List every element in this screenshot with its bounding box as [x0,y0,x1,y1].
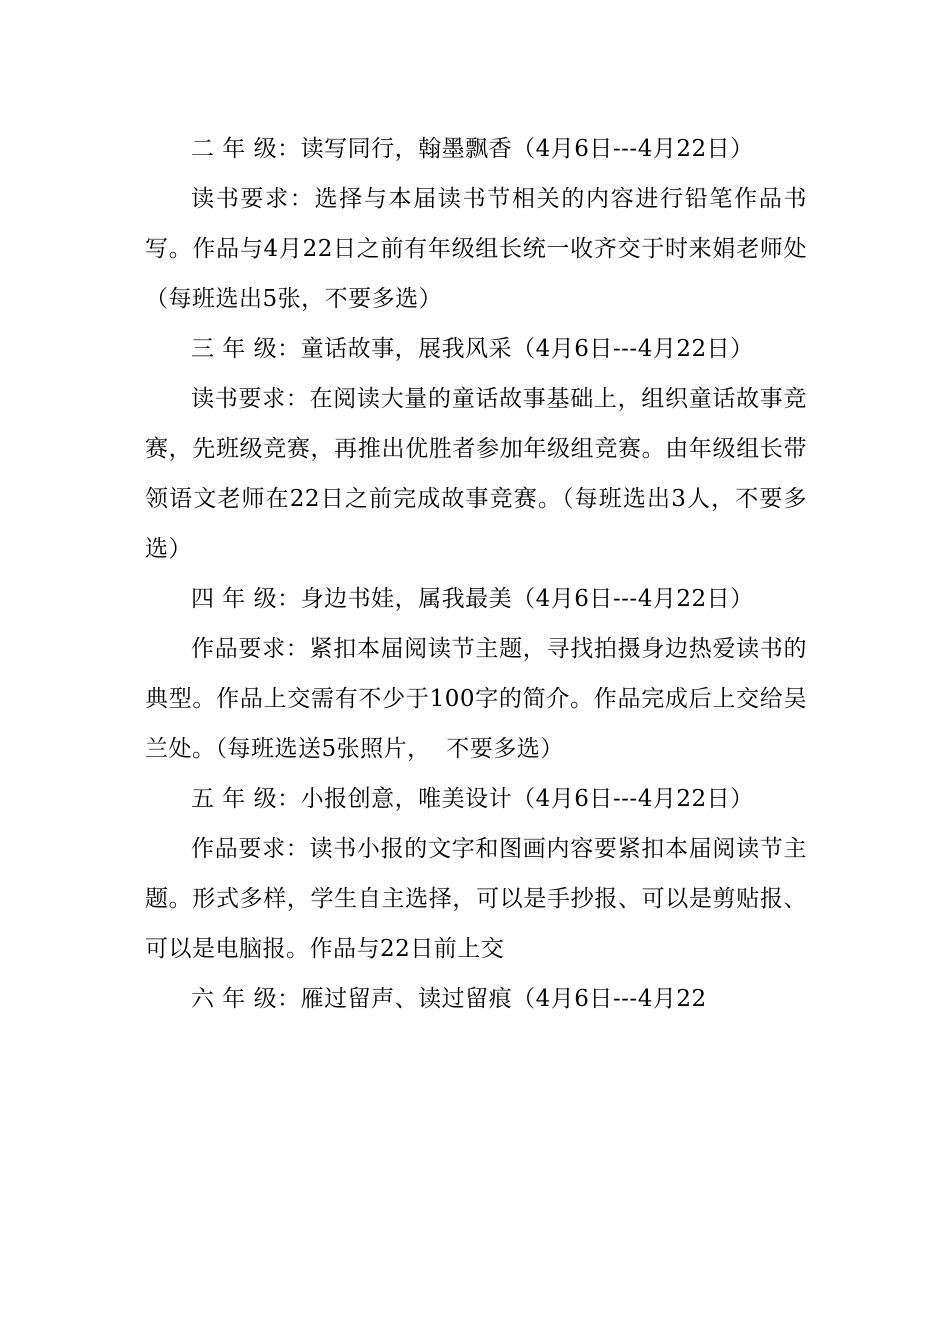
grade-3-heading: 三 年 级：童话故事，展我风采（4月6日---4月22日） [191,336,754,362]
grade-4-requirements: 作品要求：紧扣本届阅读节主题，寻找拍摄身边热爱读书的典型。作品上交需有不少于100字的简介。作品完成后上交给吴兰处。（每班选送5张照片， 不要多选） [145,636,807,762]
grade-2-requirements: 读书要求：选择与本届读书节相关的内容进行铅笔作品书写。作品与4月22日之前有年级组长统一收齐交于时来娟老师处（每班选出5张，不要多选） [145,186,807,312]
grade-2-heading: 二 年 级：读写同行，翰墨飘香（4月6日---4月22日） [191,136,754,162]
document-page [145,124,807,1024]
grade-5-requirements: 作品要求：读书小报的文字和图画内容要紧扣本届阅读节主题。形式多样，学生自主选择，可以是手抄报、可以是剪贴报、可以是电脑报。作品与22日前上交 [145,836,807,962]
grade-6-heading: 六 年 级：雁过留声、读过留痕（4月6日---4月22 [191,986,707,1012]
grade-3-requirements: 读书要求：在阅读大量的童话故事基础上，组织童话故事竞赛，先班级竞赛，再推出优胜者参加年级组竞赛。由年级组长带领语文老师在22日之前完成故事竞赛。（每班选出3人，不要多选） [145,386,807,562]
grade-4-heading: 四 年 级：身边书娃，属我最美（4月6日---4月22日） [191,586,754,612]
grade-5-heading: 五 年 级：小报创意，唯美设计（4月6日---4月22日） [191,786,754,812]
